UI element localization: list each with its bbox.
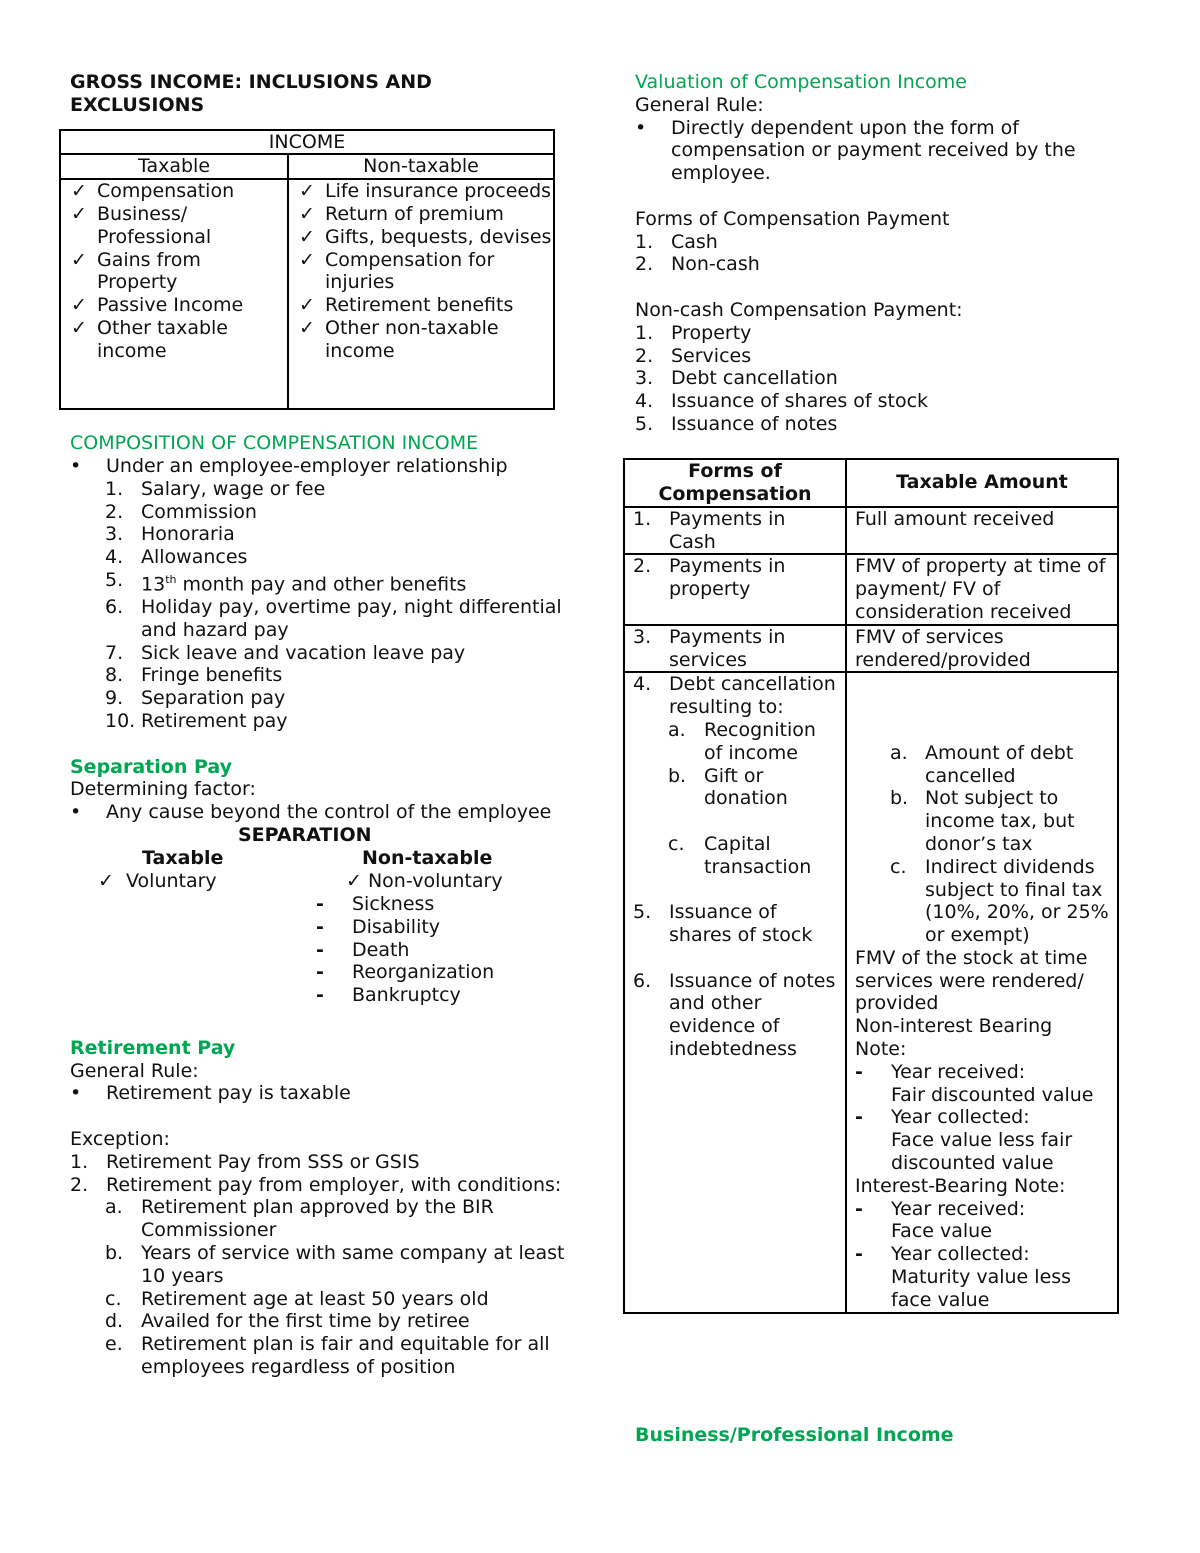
row-form: Debt cancellation resulting to: <box>669 673 836 719</box>
row-amount: FMV of services rendered/provided <box>846 625 1118 673</box>
bullet-icon: • <box>70 801 82 824</box>
row-amount: Full amount received <box>846 507 1118 555</box>
list-item: ✓ Business/ Professional <box>71 202 212 248</box>
list-item: 3. Debt cancellation <box>635 367 838 390</box>
list-item: ✓ Gains from Property <box>71 248 201 294</box>
separation-caption: SEPARATION <box>238 824 372 847</box>
list-item: - Sickness <box>316 893 435 916</box>
separation-nontaxable-item: ✓ Non-voluntary <box>346 870 503 893</box>
list-item: ✓ Other non-taxable income <box>299 316 499 362</box>
check-icon: ✓ <box>98 870 114 893</box>
list-item: 5. Issuance of notes <box>635 412 838 435</box>
row-form: Payments in property <box>669 555 786 601</box>
separation-taxable-item: ✓ Voluntary <box>98 870 217 893</box>
list-item: - Death <box>316 938 410 961</box>
row-form: Payments in services <box>669 625 786 671</box>
list-item: d. Availed for the first time by retiree <box>105 1310 470 1333</box>
list-item: 2. Retirement pay from employer, with conditions: <box>70 1173 562 1196</box>
retirement-rule-label: General Rule: <box>70 1059 199 1082</box>
list-item: 1. Retirement Pay from SSS or GSIS <box>70 1150 420 1173</box>
retirement-heading: Retirement Pay <box>70 1036 236 1059</box>
list-item: 4. Allowances <box>105 546 248 569</box>
retirement-exceptions <box>70 1151 570 1197</box>
retirement-rule: • Retirement pay is taxable <box>70 1082 351 1105</box>
list-item: ✓ Compensation <box>71 180 235 203</box>
list-item: 2. Services <box>635 344 752 367</box>
check-icon: ✓ <box>71 180 87 203</box>
list-item: ✓ Other taxable income <box>71 316 228 362</box>
nontaxable-list <box>289 180 553 362</box>
list-item: 7. Sick leave and vacation leave pay <box>105 641 466 664</box>
list-item: 9. Separation pay <box>105 687 286 710</box>
separation-factor-label: Determining factor: <box>70 778 256 801</box>
income-table-caption: INCOME <box>60 130 554 155</box>
list-item: - Reorganization <box>316 961 495 984</box>
separation-causes <box>316 893 556 1007</box>
list-item: ✓ Compensation for injuries <box>299 248 495 294</box>
list-item: 2. Commission <box>105 500 257 523</box>
check-icon: ✓ <box>71 316 87 339</box>
separation-taxable-header: Taxable <box>142 847 224 870</box>
noncash-label: Non-cash Compensation Payment: <box>635 298 963 321</box>
list-item: 1. Property <box>635 321 752 344</box>
list-item: ✓ Return of premium <box>299 202 504 225</box>
taxable-header: Taxable <box>60 154 288 179</box>
list-item: 1. Salary, wage or fee <box>105 477 326 500</box>
taxable-list <box>61 180 287 362</box>
list-item: ✓ Life insurance proceeds <box>299 180 552 203</box>
row-amount: FMV of property at time of payment/ FV of consideration received <box>846 554 1118 624</box>
list-item: 3. Honoraria <box>105 523 235 546</box>
noncash-list <box>635 322 1125 436</box>
list-item: ✓ Gifts, bequests, devises <box>299 225 552 248</box>
list-item: 8. Fringe benefits <box>105 664 283 687</box>
check-icon: ✓ <box>71 294 87 317</box>
forms-list <box>635 231 1125 277</box>
check-icon: ✓ <box>299 294 315 317</box>
right-column <box>635 71 1125 1314</box>
list-item: 2. Non-cash <box>635 253 760 276</box>
list-item: 10. Retirement pay <box>105 710 288 733</box>
separation-bullet: • Any cause beyond the control of the employee <box>70 801 552 824</box>
row-form: Payments in Cash <box>669 507 786 553</box>
list-item: 4. Issuance of shares of stock <box>635 390 929 413</box>
list-item: ✓ Passive Income <box>71 294 244 317</box>
list-item: 1. Cash <box>635 230 718 253</box>
retirement-exception-label: Exception: <box>70 1128 170 1151</box>
list-item: - Bankruptcy <box>316 984 461 1007</box>
list-item: ✓ Retirement benefits <box>299 294 514 317</box>
check-icon: ✓ <box>299 180 315 203</box>
bullet-icon: • <box>635 116 647 139</box>
list-item: b. Years of service with same company at least 10 years <box>105 1242 565 1287</box>
separation-chart <box>70 824 570 1014</box>
check-icon: ✓ <box>299 225 315 248</box>
business-heading: Business/Professional Income <box>635 1424 954 1446</box>
bullet-icon: • <box>70 1082 82 1105</box>
composition-heading: COMPOSITION OF COMPENSATION INCOME <box>70 432 479 455</box>
composition-list <box>70 478 570 733</box>
list-item: 6. Holiday pay, overtime pay, night differential and hazard pay <box>105 596 562 641</box>
left-column <box>70 71 570 1379</box>
list-item: a. Retirement plan approved by the BIR Commissioner <box>105 1196 494 1242</box>
retirement-conditions <box>70 1196 570 1378</box>
list-item: 5. 13th month pay and other benefits <box>105 568 467 596</box>
separation-nontaxable-header: Non-taxable <box>362 847 493 870</box>
valuation-rule: • Directly dependent upon the form of compensation or payment received by the employee. <box>635 116 1076 185</box>
composition-bullet: • Under an employee-employer relationship <box>70 454 508 477</box>
valuation-rule-label: General Rule: <box>635 93 764 116</box>
bullet-icon: • <box>70 454 82 477</box>
separation-heading: Separation Pay <box>70 755 233 778</box>
forms-label: Forms of Compensation Payment <box>635 207 950 230</box>
list-item: e. Retirement plan is fair and equitable for all employees regardless of position <box>105 1333 550 1379</box>
page-title: GROSS INCOME: INCLUSIONS AND EXCLUSIONS <box>70 71 432 116</box>
forms-header: Forms of Compensation <box>624 459 846 507</box>
compensation-table: Forms of Compensation Taxable Amount 1. Payments in Cash Full amount received 2. Payments in property FMV of property at time of payment/ FV of consideration received 3. Payments in services FMV of services rendered/provided 4. Debt cancellation resulting to: a. Recognition of income b. Gift or donation c. Capital transaction 5. Issuance of shares of stock 6. Issuance of notes and other evidence of indebtedness a. Amount of debt cancelled b. Not subject to income tax, but donor’s tax c. Indirect dividends subject to final tax (10%, 20%, or 25% or exempt) FMV of the stock at time services were rendered/ provided Non-interest Bearing Note: - Year received: Fair discounted value - Year collected: Face value less fair discounted value Interest-Bearing Note: - Year received: Face value - Year collected: Maturity value less face value <box>623 458 1119 1314</box>
valuation-heading: Valuation of Compensation Income <box>635 71 967 93</box>
income-table <box>59 129 555 411</box>
check-icon: ✓ <box>71 248 87 271</box>
list-item: c. Retirement age at least 50 years old <box>105 1287 489 1310</box>
taxable-amount-header: Taxable Amount <box>846 459 1118 507</box>
check-icon: ✓ <box>346 870 362 893</box>
nontaxable-header: Non-taxable <box>288 154 554 179</box>
check-icon: ✓ <box>299 202 315 225</box>
check-icon: ✓ <box>71 202 87 225</box>
check-icon: ✓ <box>299 248 315 271</box>
check-icon: ✓ <box>299 316 315 339</box>
list-item: - Disability <box>316 915 441 938</box>
